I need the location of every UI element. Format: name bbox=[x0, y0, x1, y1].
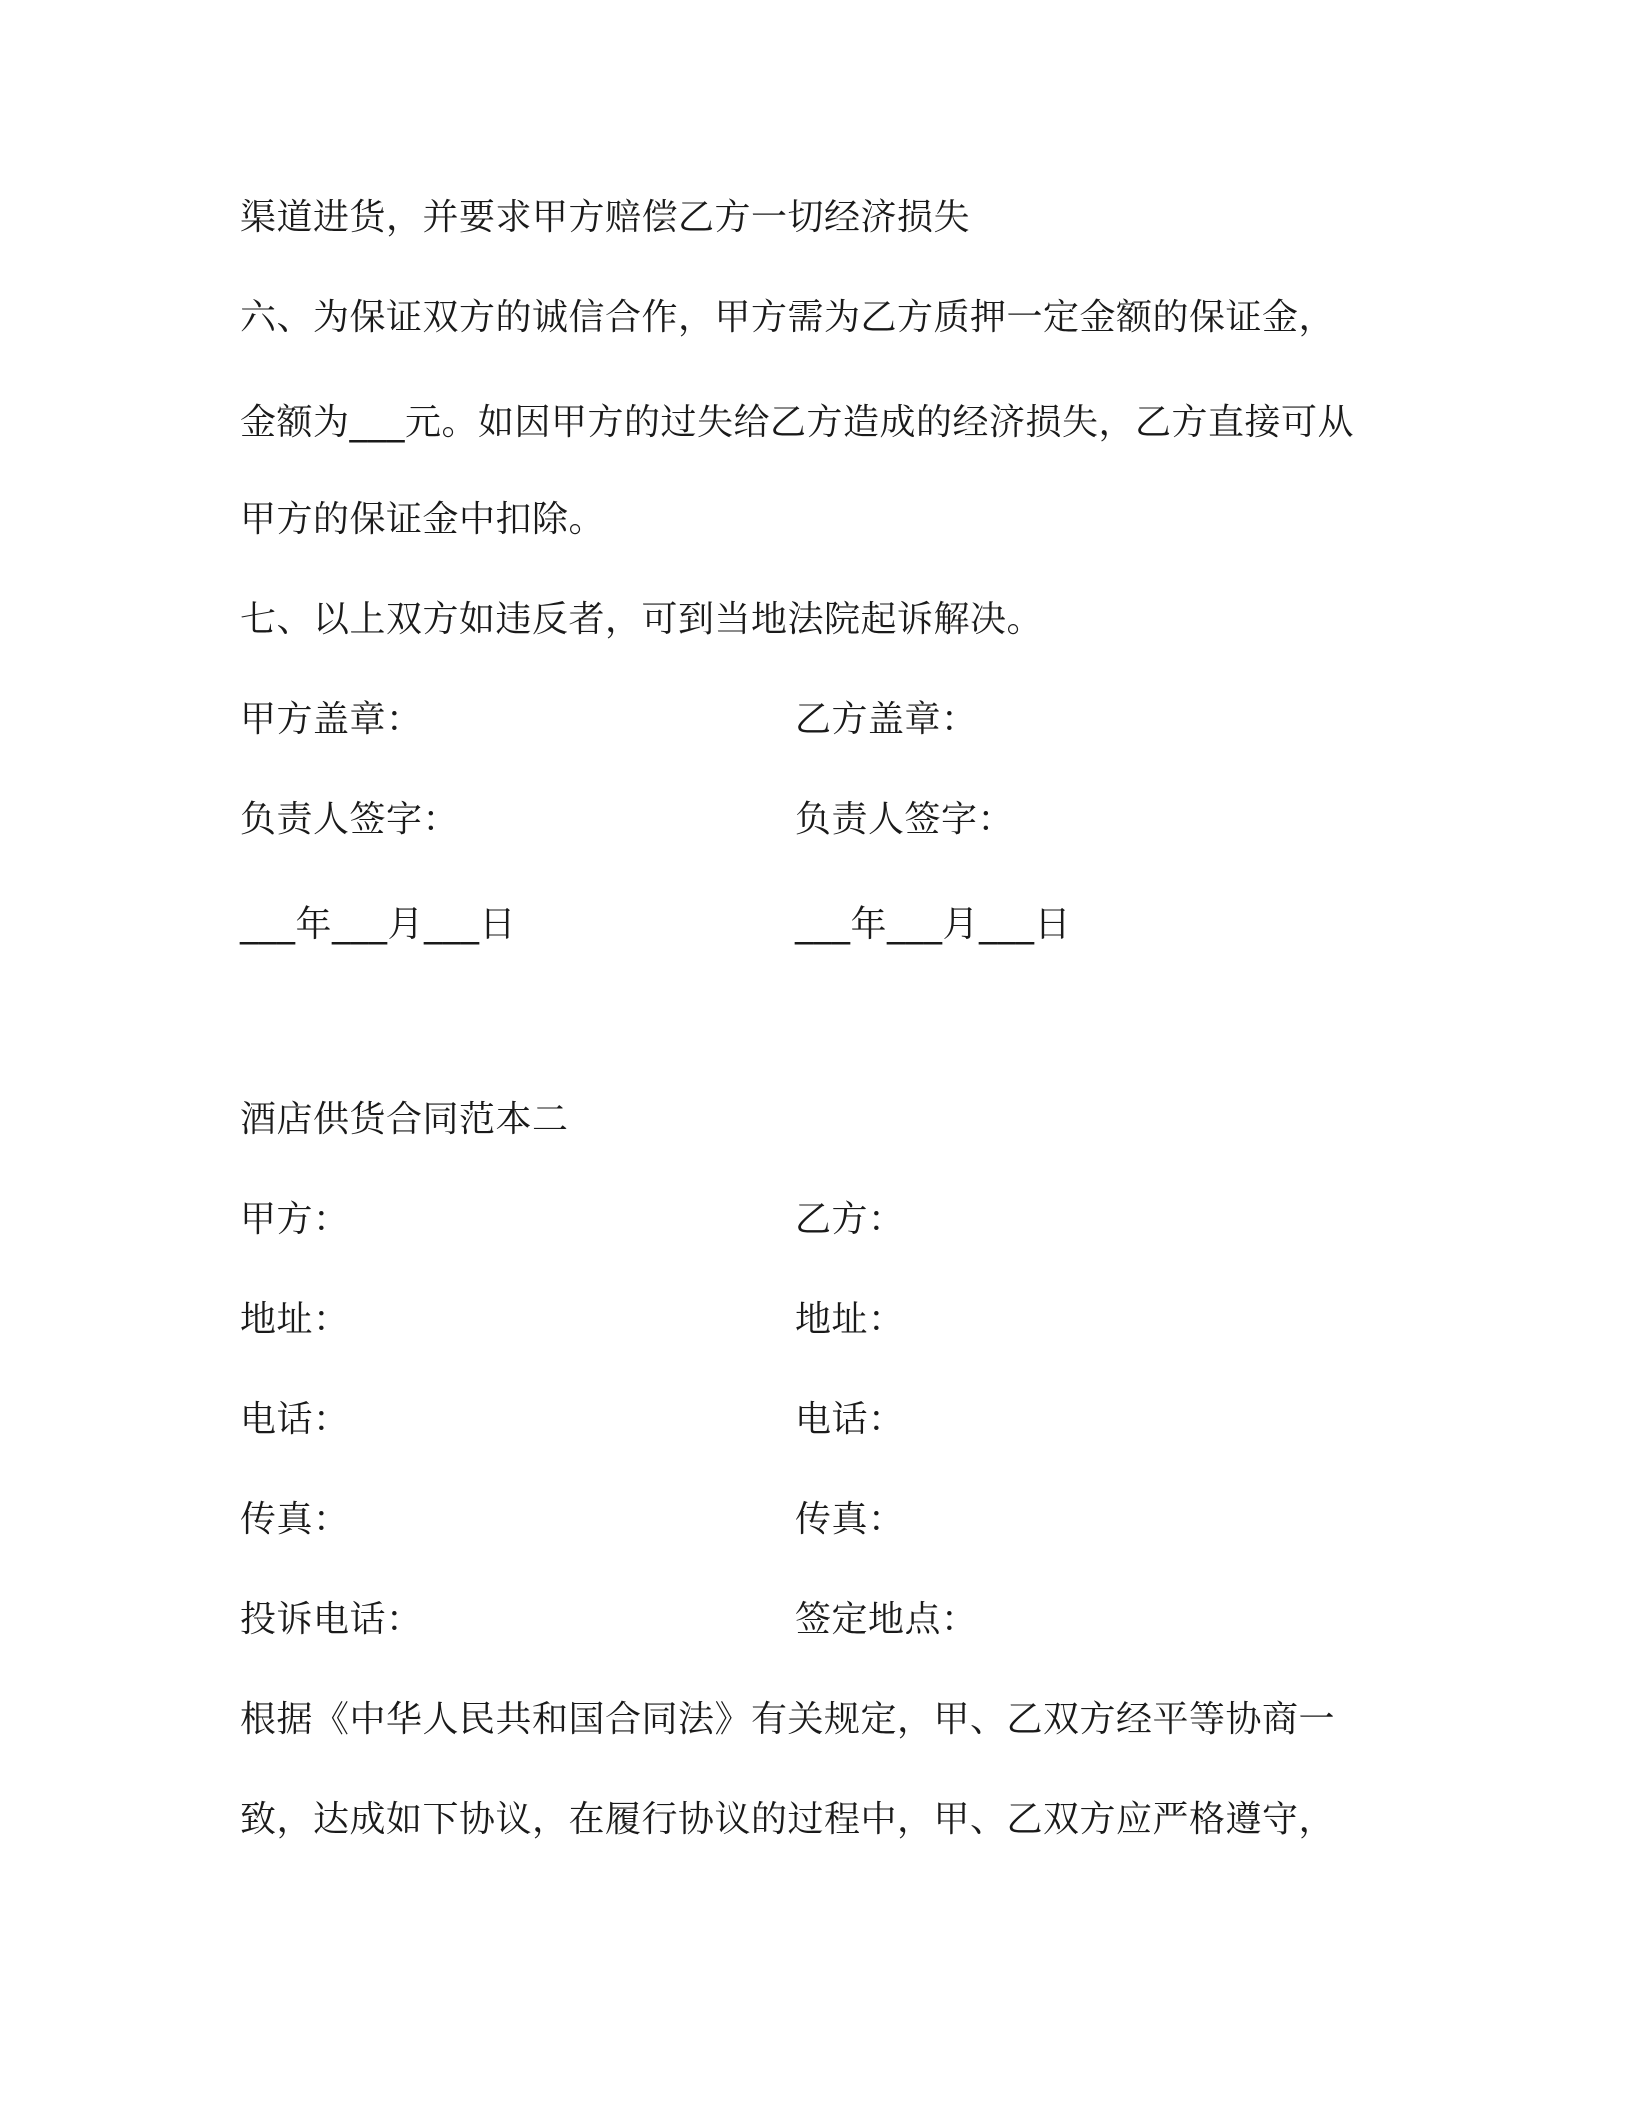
clause-7: 七、以上双方如违反者，可到当地法院起诉解决。 bbox=[240, 599, 1044, 640]
party-a-date: ___年___月___日 bbox=[240, 904, 517, 945]
party-b-fax-label: 传真： bbox=[795, 1499, 905, 1540]
party-b-date: ___年___月___日 bbox=[795, 904, 1072, 945]
paragraph-continuation: 渠道进货，并要求甲方赔偿乙方一切经济损失 bbox=[240, 197, 971, 238]
party-b-address-label: 地址： bbox=[795, 1299, 905, 1340]
party-a-fax-label: 传真： bbox=[240, 1499, 350, 1540]
party-b-signature-label: 负责人签字： bbox=[795, 799, 1015, 840]
sample-2-title: 酒店供货合同范本二 bbox=[240, 1099, 569, 1140]
party-b-seal-label: 乙方盖章： bbox=[795, 699, 978, 740]
intro-line-1: 根据《中华人民共和国合同法》有关规定，甲、乙双方经平等协商一 bbox=[240, 1699, 1336, 1740]
party-a-address-label: 地址： bbox=[240, 1299, 350, 1340]
complaint-phone-label: 投诉电话： bbox=[240, 1599, 423, 1640]
party-a-signature-label: 负责人签字： bbox=[240, 799, 460, 840]
clause-6-line-1: 六、为保证双方的诚信合作，甲方需为乙方质押一定金额的保证金， bbox=[240, 297, 1336, 338]
intro-line-2: 致，达成如下协议，在履行协议的过程中，甲、乙双方应严格遵守， bbox=[240, 1799, 1336, 1840]
party-b-phone-label: 电话： bbox=[795, 1399, 905, 1440]
party-a-label: 甲方： bbox=[240, 1199, 350, 1240]
party-a-phone-label: 电话： bbox=[240, 1399, 350, 1440]
clause-6-line-2: 金额为___元。如因甲方的过失给乙方造成的经济损失，乙方直接可从 bbox=[240, 402, 1355, 443]
signing-place-label: 签定地点： bbox=[795, 1599, 978, 1640]
clause-6-line-3: 甲方的保证金中扣除。 bbox=[240, 499, 606, 540]
party-a-seal-label: 甲方盖章： bbox=[240, 699, 423, 740]
party-b-label: 乙方： bbox=[795, 1199, 905, 1240]
